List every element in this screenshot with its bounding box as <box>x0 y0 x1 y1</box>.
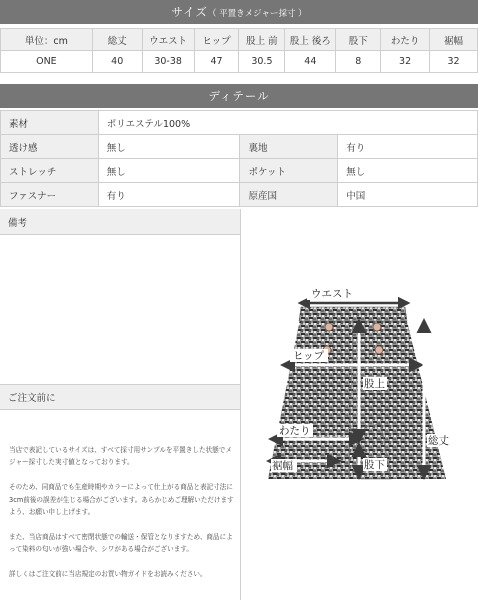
size-header-cell: 股下 <box>336 29 381 51</box>
remarks-label: 備考 <box>8 218 28 229</box>
size-header-cell: 総丈 <box>92 29 142 51</box>
caution-paragraph: 詳しくはご注文前に当店規定のお買い物ガイドをお読みください。 <box>9 570 207 579</box>
detail-row <box>1 135 478 159</box>
size-cell: 47 <box>194 51 239 73</box>
material-label: 素材 <box>1 111 99 135</box>
inseam-label: 股下 <box>364 459 385 471</box>
detail-row-material <box>1 111 478 135</box>
detail-value: 無し <box>98 159 240 183</box>
size-header-cell: ウエスト <box>142 29 194 51</box>
detail-label: 原産国 <box>240 183 338 207</box>
material-value: ポリエステル100% <box>98 111 477 135</box>
size-table-row <box>1 51 478 73</box>
divider <box>0 409 240 410</box>
size-header-cell: 裾幅 <box>430 29 478 51</box>
button-icon <box>325 323 333 331</box>
size-cell: 30-38 <box>142 51 194 73</box>
waist-label: ウエスト <box>311 288 353 300</box>
detail-label: 裏地 <box>240 135 338 159</box>
detail-value: 有り <box>98 183 240 207</box>
caution-notes <box>9 444 234 580</box>
rise-label: 股上 <box>364 378 385 390</box>
size-section-header <box>0 0 478 24</box>
size-cell: 40 <box>92 51 142 73</box>
size-header-cell: わたり <box>381 29 430 51</box>
size-header-cell: 単位：cm <box>1 29 93 51</box>
caution-paragraph: そのため、同商品でも生産時期やカラーによって仕上がる商品と表記寸法に3cm前後の誤差が生じる場合がございます。あらかじめご理解いただけますよう、お願い申し上げます。 <box>9 483 234 517</box>
size-table <box>0 28 478 73</box>
size-cell: 32 <box>430 51 478 73</box>
size-header-cell: 股上 前 <box>239 29 285 51</box>
detail-label: ポケット <box>240 159 338 183</box>
detail-row <box>1 159 478 183</box>
detail-section-title: ディテール <box>208 89 270 103</box>
size-table-header-row <box>1 29 478 51</box>
size-header-cell: 股上 後ろ <box>285 29 336 51</box>
size-section-title: サイズ <box>171 5 208 19</box>
size-cell: 30.5 <box>239 51 285 73</box>
button-icon <box>373 323 381 331</box>
detail-label: 透け感 <box>1 135 99 159</box>
hem-label: 裾幅 <box>272 460 293 472</box>
size-section-subtitle: （ 平置きメジャー採寸 ） <box>207 9 307 19</box>
detail-table <box>0 110 478 207</box>
detail-row <box>1 183 478 207</box>
remarks-label-box <box>0 209 240 234</box>
divider <box>0 234 240 235</box>
divider <box>0 384 240 385</box>
caution-title: ご注文前に <box>8 393 56 404</box>
thigh-label: わたり <box>279 425 311 437</box>
detail-value: 中国 <box>338 183 478 207</box>
size-cell: 32 <box>381 51 430 73</box>
caution-label-box <box>0 384 240 409</box>
caution-paragraph: また、当店商品はすべて密閉状態での輸送・保管となりますため、商品によって染料の匂いが強い場合や、シワがある場合がございます。 <box>9 532 233 554</box>
detail-value: 有り <box>338 135 478 159</box>
skirt-measurement-diagram <box>241 209 478 600</box>
length-label: 総丈 <box>428 435 449 447</box>
caution-paragraph: 当店で表記しているサイズは、すべて採寸用サンプルを平置きした状態でメジャー採寸した実寸値となっております。 <box>9 446 232 467</box>
detail-label: ファスナー <box>1 183 99 207</box>
button-icon <box>375 346 383 354</box>
size-cell: 44 <box>285 51 336 73</box>
detail-value: 無し <box>338 159 478 183</box>
hip-label: ヒップ <box>293 350 325 362</box>
size-cell: 8 <box>336 51 381 73</box>
skirt-waistband <box>299 307 407 321</box>
detail-value: 無し <box>98 135 240 159</box>
size-header-cell: ヒップ <box>194 29 239 51</box>
detail-section-header <box>0 84 478 108</box>
size-cell: ONE <box>1 51 93 73</box>
detail-label: ストレッチ <box>1 159 99 183</box>
